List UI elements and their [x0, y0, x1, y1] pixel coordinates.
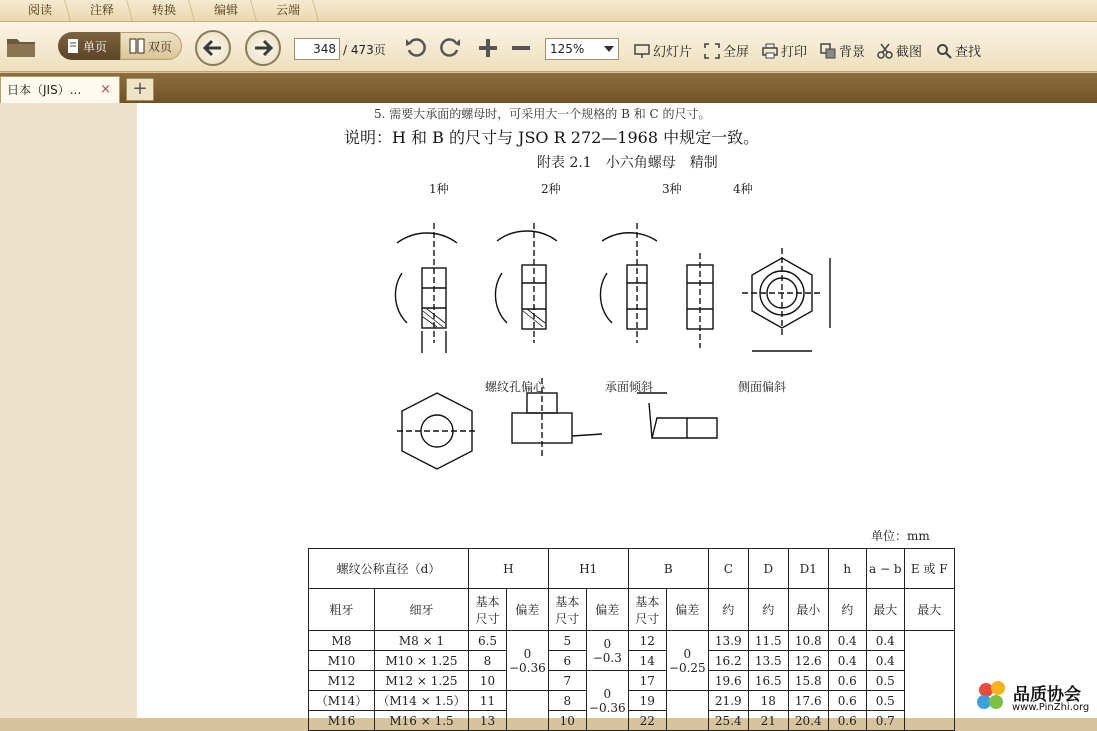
menu-bar — [0, 0, 1097, 22]
double-page-button[interactable] — [120, 32, 182, 60]
cell-C: 25.4 — [708, 711, 748, 731]
kind-label-3: 3种 — [662, 182, 682, 196]
cell-D: 11.5 — [748, 631, 788, 651]
cell-H1: 6 — [548, 651, 586, 671]
watermark-url: www.PinZhi.org — [1012, 702, 1090, 713]
cell-coarse: M16 — [309, 711, 375, 731]
cell-B: 14 — [628, 651, 666, 671]
cell-C: 21.9 — [708, 691, 748, 711]
subheader-approx: 约 — [748, 589, 788, 631]
rotate-right-icon — [438, 35, 462, 59]
cell-C: 13.9 — [708, 631, 748, 651]
subheader-min: 最小 — [788, 589, 828, 631]
diagram-label-skew: 侧面偏斜 — [738, 380, 787, 394]
slideshow-label: 幻灯片 — [653, 45, 693, 60]
table-title: 附表 2.1 小六角螺母 精制 — [537, 155, 718, 171]
diagram-label-tilt: 承面倾斜 — [605, 380, 654, 394]
left-pane — [0, 103, 137, 718]
menu-cloud[interactable]: 云端 — [260, 0, 316, 22]
header-D: D — [748, 549, 788, 589]
table-row — [309, 651, 955, 671]
cell-H1: 10 — [548, 711, 586, 731]
cell-H: 10 — [469, 671, 507, 691]
cell-ab: 0.5 — [866, 691, 904, 711]
page-number-input[interactable]: 348 — [294, 38, 340, 60]
side-face-skew-drawing — [637, 393, 717, 438]
subheader-base: 基本尺寸 — [628, 589, 666, 631]
note-5: 5. 需要大承面的螺母时，可采用大一个规格的 B 和 C 的尺寸。 — [374, 107, 711, 121]
open-folder-icon[interactable] — [5, 33, 37, 59]
cell-H: 6.5 — [469, 631, 507, 651]
menu-edit[interactable]: 编辑 — [198, 0, 254, 22]
single-page-label: 单页 — [83, 39, 108, 54]
cell-D1: 20.4 — [788, 711, 828, 731]
cell-D: 13.5 — [748, 651, 788, 671]
subheader-max: 最大 — [866, 589, 904, 631]
screenshot-label: 截图 — [896, 45, 923, 60]
header-D1: D1 — [788, 549, 828, 589]
cell-B: 17 — [628, 671, 666, 691]
subheader-fine: 细牙 — [375, 589, 469, 631]
double-page-icon — [129, 38, 145, 54]
page-total: / 473页 — [343, 43, 386, 57]
table-subheader-row — [309, 589, 955, 631]
rotate-left-icon — [404, 35, 428, 59]
header-EF: E 或 F — [904, 549, 954, 589]
cell-B-dev: 0 −0.25 — [666, 631, 708, 691]
cell-coarse: （M14） — [309, 691, 375, 711]
header-B: B — [628, 549, 708, 589]
unit-label: 单位：mm — [871, 529, 930, 543]
printer-icon — [762, 43, 778, 59]
slideshow-button[interactable] — [634, 41, 692, 60]
cell-H1-dev: 0 −0.36 — [586, 671, 628, 731]
table-row — [309, 691, 955, 711]
cell-C: 16.2 — [708, 651, 748, 671]
print-label: 打印 — [781, 45, 808, 60]
previous-page-button[interactable] — [195, 30, 231, 66]
search-icon — [936, 43, 952, 59]
cell-D: 21 — [748, 711, 788, 731]
watermark-name: 品质协会 — [1013, 685, 1081, 705]
cell-fine: M10 × 1.25 — [375, 651, 469, 671]
cell-H: 13 — [469, 711, 507, 731]
cell-fine: （M14 × 1.5） — [375, 691, 469, 711]
cell-B: 12 — [628, 631, 666, 651]
arrow-right-icon — [252, 37, 274, 59]
kind-label-2: 2种 — [541, 182, 561, 196]
chevron-down-icon — [604, 46, 614, 52]
cell-ab: 0.7 — [866, 711, 904, 731]
cell-coarse: M10 — [309, 651, 375, 671]
cell-H-dev — [507, 691, 549, 731]
rotate-left-button[interactable] — [403, 34, 429, 60]
document-tab-title: 日本（JIS）... — [7, 83, 82, 97]
fullscreen-icon — [704, 43, 720, 59]
single-page-icon — [66, 38, 80, 54]
header-H1: H1 — [548, 549, 628, 589]
subheader-approx: 约 — [828, 589, 866, 631]
zoom-in-button[interactable] — [476, 36, 500, 60]
explanation-note: 说明：H 和 B 的尺寸与 JSO R 272—1968 中规定一致。 — [344, 128, 760, 147]
header-H: H — [469, 549, 549, 589]
cell-D1: 12.6 — [788, 651, 828, 671]
background-icon — [820, 43, 836, 59]
slideshow-icon — [634, 43, 650, 59]
nut-kind-4-drawing — [687, 253, 713, 348]
cell-H1: 8 — [548, 691, 586, 711]
table-row — [309, 631, 955, 651]
fullscreen-button[interactable] — [704, 41, 749, 60]
next-page-button[interactable] — [245, 30, 281, 66]
document-tab[interactable] — [0, 76, 120, 103]
cell-h: 0.6 — [828, 691, 866, 711]
subheader-max: 最大 — [904, 589, 954, 631]
cell-ab: 0.5 — [866, 671, 904, 691]
cell-h: 0.4 — [828, 631, 866, 651]
cell-fine: M16 × 1.5 — [375, 711, 469, 731]
cell-EF — [904, 631, 954, 731]
cell-H1: 5 — [548, 631, 586, 651]
cell-ab: 0.4 — [866, 631, 904, 651]
table-row — [309, 711, 955, 731]
subheader-coarse: 粗牙 — [309, 589, 375, 631]
kind-label-1: 1种 — [429, 182, 449, 196]
find-label: 查找 — [955, 45, 982, 60]
cell-D: 18 — [748, 691, 788, 711]
cell-B-dev — [666, 691, 708, 731]
cell-C: 19.6 — [708, 671, 748, 691]
subheader-dev: 偏差 — [586, 589, 628, 631]
cell-B: 22 — [628, 711, 666, 731]
menu-convert[interactable]: 转换 — [136, 0, 192, 22]
cell-coarse: M8 — [309, 631, 375, 651]
cell-D1: 17.6 — [788, 691, 828, 711]
toolbar — [0, 22, 1097, 72]
background-button[interactable] — [820, 41, 865, 60]
fullscreen-label: 全屏 — [723, 45, 750, 60]
hex-nut-top-view-drawing — [742, 248, 830, 351]
screenshot-button[interactable] — [877, 41, 922, 60]
cell-H: 8 — [469, 651, 507, 671]
subheader-approx: 约 — [708, 589, 748, 631]
plus-icon — [478, 38, 498, 58]
zoom-out-button[interactable] — [509, 36, 533, 60]
menu-annotate[interactable]: 注释 — [74, 0, 130, 22]
double-page-label: 双页 — [148, 39, 173, 54]
cell-D: 16.5 — [748, 671, 788, 691]
cell-H-dev: 0 −0.36 — [507, 631, 549, 691]
cell-H1-dev: 0 −0.3 — [586, 631, 628, 671]
diagram-label-eccentric: 螺纹孔偏心 — [485, 380, 546, 394]
spec-table — [308, 548, 955, 731]
cell-D1: 10.8 — [788, 631, 828, 651]
document-page — [137, 103, 1097, 728]
single-page-button[interactable] — [58, 32, 120, 60]
close-icon[interactable]: × — [100, 82, 111, 97]
subheader-base: 基本尺寸 — [469, 589, 507, 631]
nut-kind-2-drawing — [495, 223, 557, 343]
kind-label-4: 4种 — [733, 182, 753, 196]
subheader-dev: 偏差 — [666, 589, 708, 631]
header-C: C — [708, 549, 748, 589]
zoom-select[interactable] — [545, 38, 619, 60]
cell-D1: 15.8 — [788, 671, 828, 691]
nut-kind-1-drawing — [395, 223, 457, 353]
background-label: 背景 — [839, 45, 866, 60]
cell-B: 19 — [628, 691, 666, 711]
arrow-left-icon — [202, 37, 224, 59]
header-h: h — [828, 549, 866, 589]
table-header-row — [309, 549, 955, 589]
cell-H: 11 — [469, 691, 507, 711]
cell-h: 0.4 — [828, 651, 866, 671]
subheader-base: 基本尺寸 — [548, 589, 586, 631]
scissors-icon — [877, 43, 893, 59]
nut-drawings — [377, 203, 897, 503]
cell-coarse: M12 — [309, 671, 375, 691]
find-button[interactable] — [936, 41, 981, 60]
print-button[interactable] — [762, 41, 807, 60]
cell-h: 0.6 — [828, 711, 866, 731]
cell-H1: 7 — [548, 671, 586, 691]
table-row — [309, 671, 955, 691]
cell-h: 0.6 — [828, 671, 866, 691]
cell-fine: M12 × 1.25 — [375, 671, 469, 691]
zoom-value: 125% — [550, 42, 585, 56]
rotate-right-button[interactable] — [437, 34, 463, 60]
cell-ab: 0.4 — [866, 651, 904, 671]
cell-fine: M8 × 1 — [375, 631, 469, 651]
subheader-dev: 偏差 — [507, 589, 549, 631]
header-ab: a − b — [866, 549, 904, 589]
nut-kind-3-drawing — [600, 223, 657, 343]
header-thread: 螺纹公称直径（d） — [309, 549, 469, 589]
document-tab-strip — [0, 73, 1097, 103]
minus-icon — [511, 38, 531, 58]
new-tab-button[interactable]: + — [126, 78, 154, 101]
eccentric-hole-drawing — [397, 393, 477, 469]
menu-read[interactable]: 阅读 — [12, 0, 68, 22]
